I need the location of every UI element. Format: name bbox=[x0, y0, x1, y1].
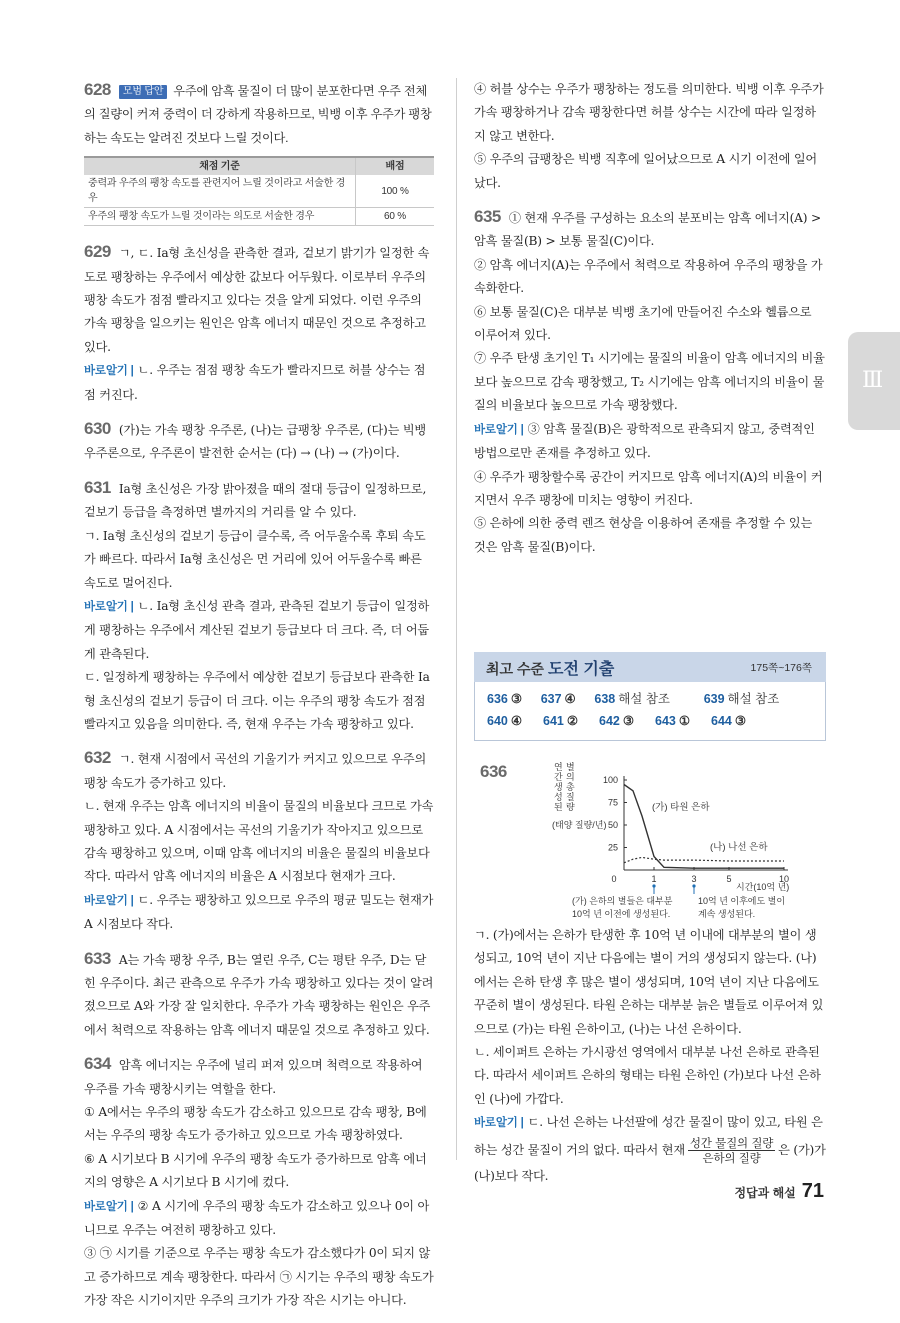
answer-row bbox=[487, 688, 813, 710]
baro-label: 바로알기 | bbox=[84, 1200, 134, 1213]
fraction-numerator: 성간 물질의 질량 bbox=[689, 1135, 774, 1150]
y-label-char: 된 bbox=[554, 802, 563, 812]
problem-text: ㄱ. Ⅰa형 초신성의 겉보기 등급이 클수록, 즉 어두울수록 후퇴 속도가 빠르다. 따라서 Ⅰa형 초신성은 먼 거리에 있어 어두울수록 빠른 속도로 멀어진다. bbox=[84, 528, 426, 590]
answer-item: 640 ④ bbox=[487, 714, 523, 728]
y-unit-label: (태양 질량/년) bbox=[552, 820, 607, 830]
problem-text: ④ 우주가 팽창할수록 공간이 커지므로 암흑 에너지(A)의 비율이 커지면서 우주 팽창에 미치는 영향이 커진다. bbox=[474, 469, 823, 507]
answer-item: 642 ③ bbox=[599, 714, 635, 728]
series-label-spiral: (나) 나선 은하 bbox=[710, 842, 768, 853]
problem-text: ㄱ, ㄷ. Ⅰa형 초신성을 관측한 결과, 겉보기 밝기가 일정한 속도로 팽창하는 우주에서 예상한 값보다 어두웠다. 이로부터 우주의 팽창 속도가 점점 빨라지고 있다는 것을 알게 되었다. 이런 우주의 가속 팽창을 일으키는 원인은 암흑 에너지 때문인 것으로 추정하고 있다. bbox=[84, 246, 430, 354]
star-formation-chart bbox=[474, 762, 826, 922]
problem-629 bbox=[84, 240, 434, 407]
problem-text: Ⅰa형 초신성은 가장 밝아졌을 때의 절대 등급이 일정하므로, 겉보기 등급을 측정하면 별까지의 거리를 알 수 있다. bbox=[84, 481, 427, 520]
y-label-char: 질 bbox=[566, 792, 575, 802]
problem-number: 633 bbox=[84, 948, 111, 968]
problem-number: 636 bbox=[480, 762, 507, 781]
answer-item: 641 ② bbox=[543, 714, 579, 728]
answer-item: 639 해설 참조 bbox=[703, 692, 780, 706]
problem-text: 암흑 에너지는 우주에 널리 퍼져 있으며 척력으로 작용하여 우주를 가속 팽창시키는 역할을 한다. bbox=[84, 1058, 423, 1096]
scoring-table bbox=[84, 156, 434, 226]
problem-text: ⑥ A 시기보다 B 시기에 우주의 팽창 속도가 증가하므로 암흑 에너지의 영향은 A 시기보다 B 시기에 컸다. bbox=[84, 1151, 427, 1190]
table-cell: 100 % bbox=[356, 175, 435, 208]
y-label-char: 생 bbox=[554, 782, 563, 792]
problem-text: ⑤ 은하에 의한 중력 렌즈 현상을 이용하여 존재를 추정할 수 있는 것은 암흑 물질(B)이다. bbox=[474, 516, 813, 554]
y-label-char: 연 bbox=[554, 762, 563, 772]
column-divider bbox=[456, 78, 457, 1160]
note-spiral-2: 계속 생성된다. bbox=[698, 909, 756, 919]
problem-text: ⑦ 우주 탄생 초기인 T₁ 시기에는 물질의 비율이 암흑 에너지의 비율보다 높으므로 감속 팽창했고, T₂ 시기에는 암흑 에너지의 비율이 물질의 비율보다 높으므로 가속 팽창했다. bbox=[474, 351, 825, 413]
problem-631 bbox=[84, 476, 434, 736]
fraction-denominator: 은하의 질량 bbox=[702, 1150, 761, 1165]
problem-text: ② 암흑 에너지(A)는 우주에서 척력으로 작용하여 우주의 팽창을 가속화한다. bbox=[474, 257, 823, 296]
y-label-char: 별 bbox=[566, 762, 575, 772]
y-tick-label: 25 bbox=[607, 842, 618, 853]
table-cell: 60 % bbox=[356, 208, 435, 226]
series-marks bbox=[624, 785, 784, 895]
problem-text: (가)는 가속 팽창 우주론, (나)는 급팽창 우주론, (다)는 빅뱅 우주론으로, 우주론이 발전한 순서는 (다) → (나) → (가)이다. bbox=[84, 423, 426, 461]
problem-text: ㄷ. 일정하게 팽창하는 우주에서 예상한 겉보기 등급보다 관측한 Ⅰa형 초신성의 겉보기 등급이 더 크다. 이는 우주의 팽창 속도가 점점 빨라지고 있음을 의미한다. 즉, 현재 우주는 가속 팽창하고 있다. bbox=[84, 670, 430, 731]
problem-text: ㄷ. 우주는 팽창하고 있으므로 우주의 평균 밀도는 현재가 A 시점보다 작다. bbox=[84, 892, 434, 932]
page-number: 71 bbox=[801, 1180, 824, 1202]
problem-text: 우주에 암흑 물질이 더 많이 분포한다면 우주 전체의 질량이 커져 중력이 더 강하게 작용하므로, 빅뱅 이후 우주가 팽창하는 속도는 알려진 것보다 느릴 것이다. bbox=[84, 84, 432, 145]
answer-row bbox=[487, 710, 813, 732]
challenge-prefix: 최고 수준 bbox=[486, 661, 544, 677]
problem-text: ③ 암흑 물질(B)은 광학적으로 관측되지 않고, 중력적인 방법으로만 존재를 추정하고 있다. bbox=[474, 421, 815, 461]
problem-635 bbox=[474, 205, 826, 559]
chapter-numeral: Ⅲ bbox=[862, 368, 882, 393]
note-elliptical-1: (가) 은하의 별들은 대부분 bbox=[572, 896, 673, 906]
answer-item: 643 ① bbox=[655, 714, 691, 728]
challenge-title-text: 도전 기출 bbox=[548, 661, 615, 678]
challenge-pages: 175쪽~176쪽 bbox=[750, 662, 812, 674]
x-tick-label: 0 bbox=[611, 874, 617, 884]
model-answer-badge: 모범 답안 bbox=[119, 85, 167, 99]
problem-text: A는 가속 팽창 우주, B는 열린 우주, C는 평탄 우주, D는 닫힌 우주이다. 최근 관측으로 우주가 가속 팽창하고 있다는 것이 알려졌으므로 A와 가장 잘 일치한다. 우주가 가속 팽창하는 원인은 우주에서 척력으로 작용하는 암흑 에너지 때문일 것으로 추정하고 있다. bbox=[84, 952, 434, 1037]
chapter-tab bbox=[848, 332, 900, 430]
x-tick-label: 1 bbox=[651, 874, 657, 884]
table-row bbox=[84, 175, 434, 208]
note-spiral-1: 10억 년 이후에도 별이 bbox=[698, 896, 786, 906]
problem-text: 은 (가)가 (나)보다 작다. bbox=[474, 1142, 826, 1183]
problem-text: ㄴ. Ⅰa형 초신성 관측 결과, 관측된 겉보기 등급이 일정하게 팽창하는 우주에서 계산된 겉보기 등급보다 더 크다. 즉, 더 어둡게 관측된다. bbox=[84, 598, 430, 661]
baro-label: 바로알기 | bbox=[474, 423, 524, 436]
y-tick-label: 50 bbox=[607, 820, 618, 830]
page-footer bbox=[734, 1180, 824, 1203]
y-label-char: 총 bbox=[566, 782, 575, 792]
challenge-box bbox=[474, 652, 826, 741]
problem-text: ① 현재 우주를 구성하는 요소의 분포비는 암흑 에너지(A) > 암흑 물질(B) > 보통 물질(C)이다. bbox=[474, 211, 822, 249]
problem-text: ㄱ. 현재 시점에서 곡선의 기울기가 커지고 있으므로 우주의 팽창 속도가 증가하고 있다. bbox=[84, 752, 427, 790]
problem-number: 628 bbox=[84, 80, 111, 99]
problem-text: ㄱ. (가)에서는 은하가 탄생한 후 10억 년 이내에 대부분의 별이 생성되고, 10억 년이 지난 다음에는 별이 거의 생성되지 않는다. (나)에서는 은하 탄생 후 많은 별이 생성되며, 10억 년이 지난 다음에도 꾸준히 별이 생성된다. 타원 은하는 대부분 늙은 별들로 이루어져 있으므로 (가)는 타원 은하이고, (나)는 나선 은하이다. bbox=[474, 928, 824, 1036]
problem-633 bbox=[84, 947, 434, 1043]
answer-item: 638 해설 참조 bbox=[594, 692, 671, 706]
x-tick-label: 3 bbox=[691, 874, 697, 884]
problem-630 bbox=[84, 417, 434, 466]
baro-label: 바로알기 | bbox=[474, 1117, 524, 1130]
problem-number: 635 bbox=[474, 207, 501, 227]
note-pointer-dot bbox=[692, 884, 695, 887]
table-cell: 중력과 우주의 팽창 속도를 관련지어 느릴 것이라고 서술한 경우 bbox=[84, 175, 356, 208]
problem-number: 634 bbox=[84, 1054, 111, 1074]
problem-number: 629 bbox=[84, 242, 111, 262]
note-pointer-dot bbox=[652, 884, 655, 887]
problem-text: ④ 허블 상수는 우주가 팽창하는 정도를 의미한다. 빅뱅 이후 우주가 가속 팽창하거나 감속 팽창한다면 허블 상수는 시간에 따라 일정하지 않고 변한다. bbox=[474, 82, 824, 143]
x-axis-label: 시간(10억 년) bbox=[736, 882, 790, 892]
problem-text: ㄷ. 나선 은하는 나선팔에 성간 물질이 많이 있고, 타원 은하는 성간 물질이 거의 없다. 따라서 현재 bbox=[474, 1115, 823, 1157]
table-header-criteria: 채점 기준 bbox=[84, 157, 356, 175]
right-column bbox=[474, 78, 826, 569]
footer-label: 정답과 해설 bbox=[734, 1186, 796, 1200]
y-tick-label: 100 bbox=[602, 775, 618, 785]
baro-label: 바로알기 | bbox=[84, 365, 134, 378]
answer-item: 636 ③ bbox=[487, 692, 523, 706]
series-label-elliptical: (가) 타원 은하 bbox=[652, 802, 710, 813]
series-line-spiral bbox=[624, 857, 784, 862]
baro-label: 바로알기 | bbox=[84, 600, 134, 613]
problem-632 bbox=[84, 746, 434, 936]
problem-636-graph bbox=[474, 762, 826, 922]
y-tick-label: 75 bbox=[607, 797, 618, 808]
baro-label: 바로알기 | bbox=[84, 894, 134, 907]
y-label-char: 성 bbox=[554, 792, 563, 802]
problem-628 bbox=[84, 78, 434, 226]
problem-text: ㄴ. 세이퍼트 은하는 가시광선 영역에서 대부분 나선 은하로 관측된다. 따라서 세이퍼트 은하의 형태는 타원 은하인 (가)보다 나선 은하인 (나)에 가깝다. bbox=[474, 1045, 821, 1106]
note-elliptical-2: 10억 년 이전에 생성된다. bbox=[572, 909, 671, 919]
x-tick-label: 5 bbox=[726, 874, 732, 884]
problem-text: ⑤ 우주의 급팽창은 빅뱅 직후에 일어났으므로 A 시기 이전에 일어났다. bbox=[474, 152, 817, 190]
table-row bbox=[84, 208, 434, 226]
problem-text: ③ ㉠ 시기를 기준으로 우주는 팽창 속도가 감소했다가 0이 되지 않고 증가하므로 계속 팽창한다. 따라서 ㉠ 시기는 우주의 팽창 속도가 가장 작은 시기이지만 우주의 크기가 가장 작은 시기는 아니다. bbox=[84, 1246, 434, 1308]
problem-text: ② A 시기에 우주의 팽창 속도가 감소하고 있으나 0이 아니므로 우주는 여전히 팽창하고 있다. bbox=[84, 1198, 430, 1238]
answer-item: 637 ④ bbox=[540, 692, 576, 706]
answer-item: 644 ③ bbox=[711, 714, 747, 728]
table-cell: 우주의 팽창 속도가 느릴 것이라는 의도로 서술한 경우 bbox=[84, 208, 356, 226]
problem-number: 631 bbox=[84, 477, 111, 497]
left-column bbox=[84, 78, 434, 1323]
x-tick-label: 10 bbox=[778, 874, 790, 884]
problem-text: ① A에서는 우주의 팽창 속도가 감소하고 있으므로 감속 팽창, B에서는 우주의 팽창 속도가 증가하고 있으므로 가속 팽창하였다. bbox=[84, 1105, 427, 1143]
fraction bbox=[688, 1136, 775, 1165]
series-line-elliptical bbox=[624, 785, 784, 869]
y-label-char: 의 bbox=[566, 772, 575, 782]
challenge-title bbox=[486, 656, 614, 679]
problem-text: ㄴ. 현재 우주는 암흑 에너지의 비율이 물질의 비율보다 크므로 가속 팽창하고 있다. A 시점에서는 곡선의 기울기가 작아지고 있으므로 감속 팽창하고 있으며, 이때 암흑 에너지의 비율은 물질의 비율보다 작다. 따라서 암흑 에너지의 비율은 A 시점보다 현재가 크다. bbox=[84, 799, 434, 884]
problem-number: 632 bbox=[84, 748, 111, 768]
problem-636-text bbox=[474, 924, 826, 1188]
y-label-char: 간 bbox=[554, 772, 563, 782]
problem-634 bbox=[84, 1052, 434, 1312]
answer-grid bbox=[474, 682, 826, 741]
y-label-char: 량 bbox=[566, 802, 575, 812]
problem-number: 630 bbox=[84, 419, 111, 439]
problem-text: ⑥ 보통 물질(C)은 대부분 빅뱅 초기에 만들어진 수소와 헬륨으로 이루어져 있다. bbox=[474, 304, 812, 343]
problem-text: ㄴ. 우주는 점점 팽창 속도가 빨라지므로 허블 상수는 점점 커진다. bbox=[84, 363, 426, 402]
table-header-score: 배점 bbox=[356, 157, 435, 175]
challenge-header bbox=[474, 652, 826, 682]
y-axis-label bbox=[554, 762, 575, 812]
